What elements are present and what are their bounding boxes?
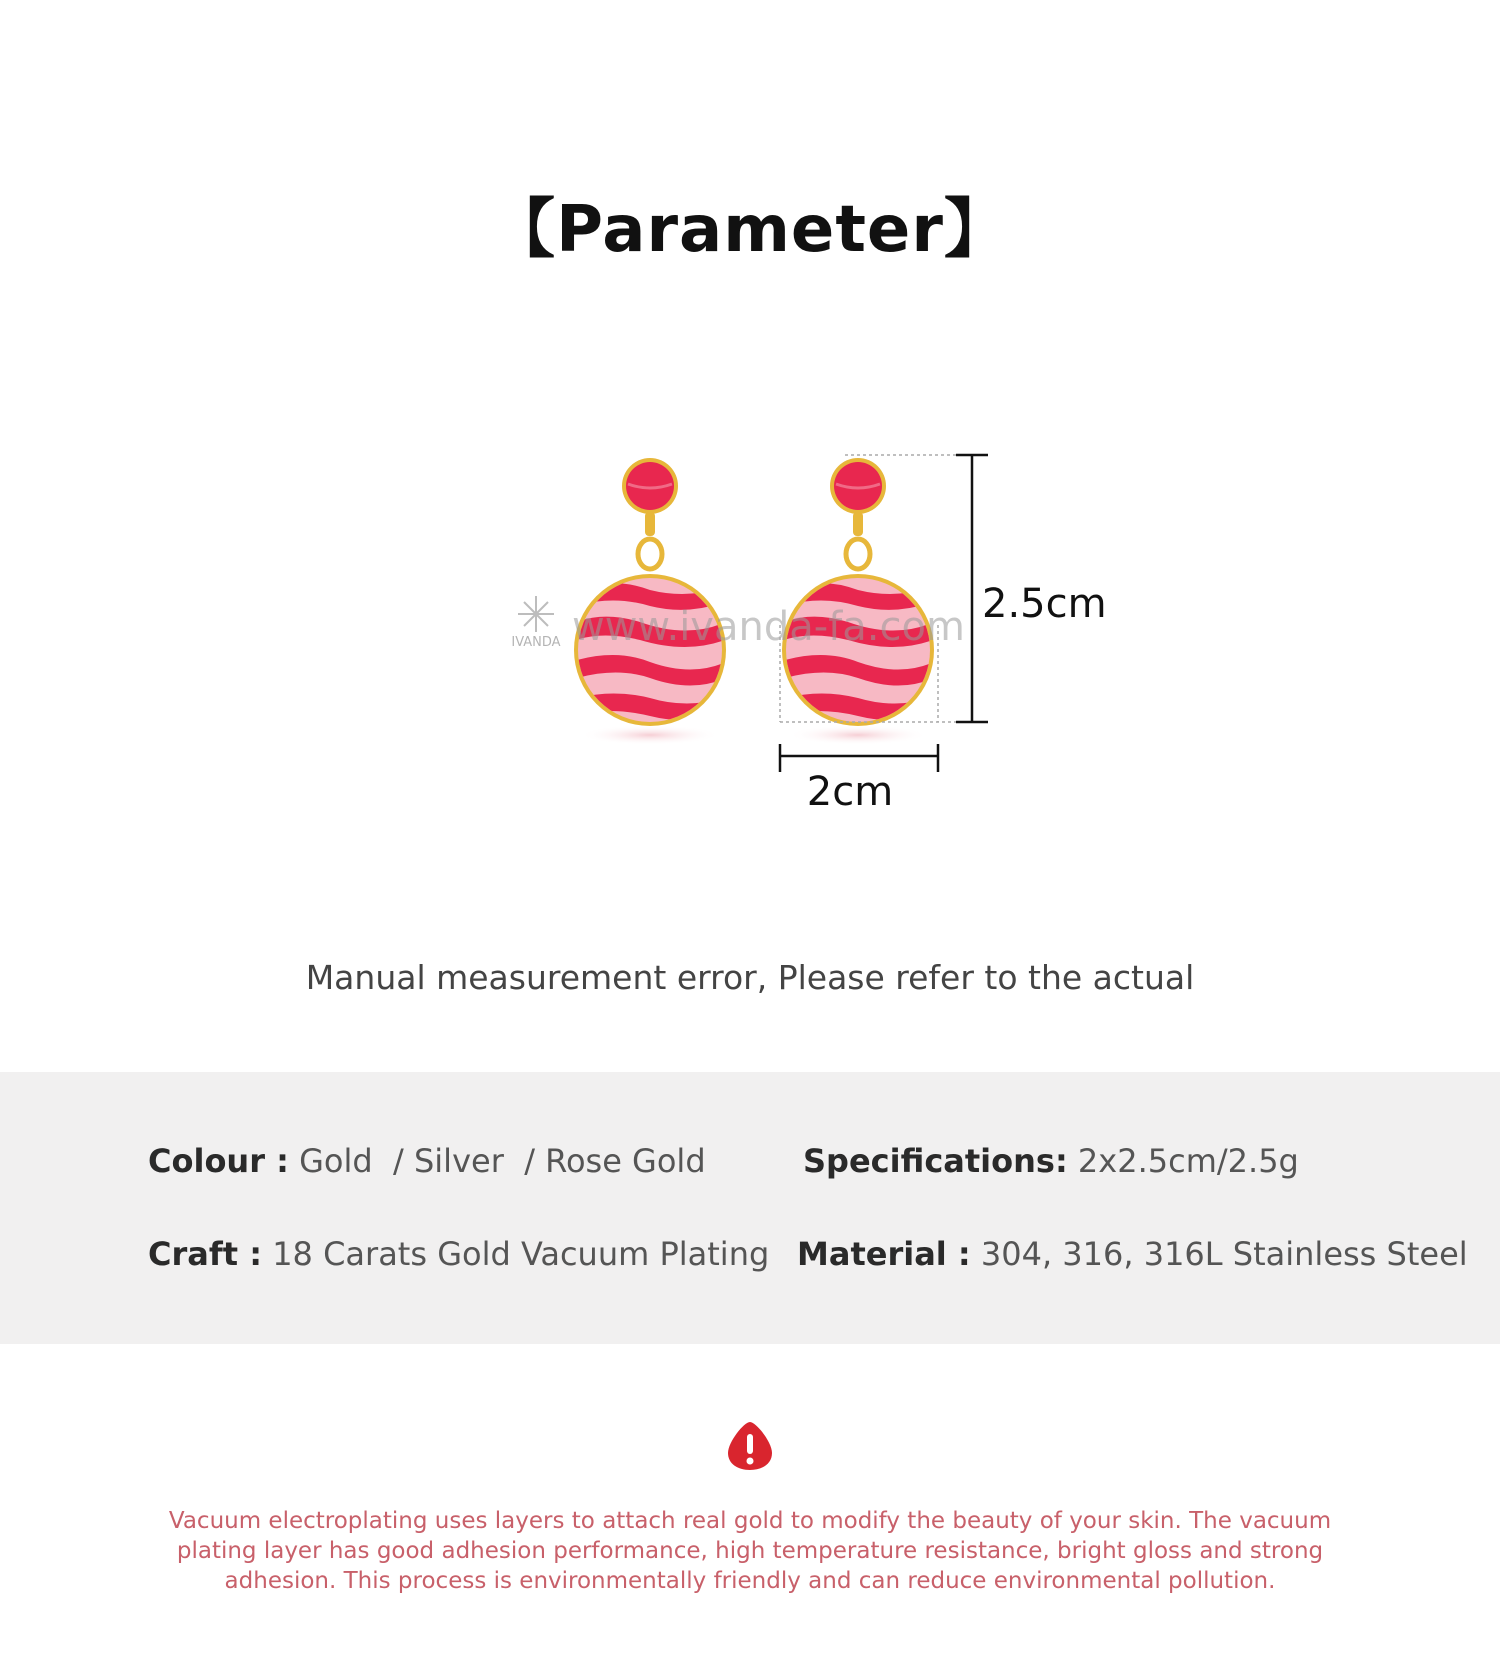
spec-material (797, 1235, 1468, 1273)
width-dimension (780, 744, 938, 772)
spec-panel (0, 1072, 1500, 1344)
spec-specifications (803, 1142, 1299, 1180)
spec-specifications-value: 2x2.5cm/2.5g (1077, 1142, 1299, 1180)
spec-material-label: Material : (797, 1235, 971, 1273)
spec-colour (148, 1142, 706, 1180)
earring-right (778, 458, 938, 745)
spec-colour-label: Colour : (148, 1142, 289, 1180)
sparkle-icon (518, 596, 554, 632)
height-label: 2.5cm (982, 581, 1107, 627)
spec-craft-value: 18 Carats Gold Vacuum Plating (272, 1235, 770, 1273)
spec-craft (148, 1235, 769, 1273)
page-title: 【Parameter】 (491, 193, 1009, 267)
plating-warning-text: Vacuum electroplating uses layers to attach real gold to modify the beauty of your skin. The vacuum plating layer has good adhesion performance, high temperature resistance, bright gloss and strong adhesion. This process is environmentally friendly and can reduce environmental pollution. (168, 1508, 1332, 1594)
spec-specifications-label: Specifications: (803, 1142, 1068, 1180)
spec-craft-label: Craft : (148, 1235, 263, 1273)
width-label: 2cm (806, 769, 894, 815)
alert-icon (726, 1420, 774, 1472)
watermark-brand: IVANDA (511, 635, 561, 650)
watermark (511, 596, 965, 650)
spec-colour-value: Gold / Silver / Rose Gold (299, 1142, 706, 1180)
watermark-url: www.ivanda-fa.com (572, 604, 965, 650)
earring-left (570, 458, 730, 745)
spec-material-value: 304, 316, 316L Stainless Steel (980, 1235, 1468, 1273)
measurement-note: Manual measurement error, Please refer to the actual (305, 958, 1195, 997)
